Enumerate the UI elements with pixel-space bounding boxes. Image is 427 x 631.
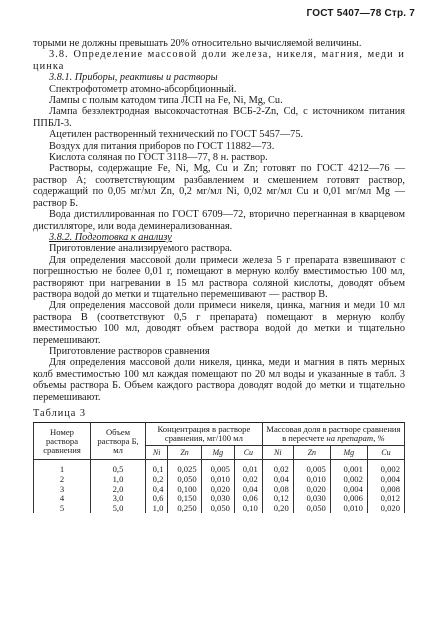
list-item: Ацетилен растворенный технический по ГОСТ 5457—75. [49, 129, 304, 141]
header-element: Zn [168, 446, 201, 460]
table-cell: 0,025 [168, 460, 201, 475]
table-cell: 0,250 [168, 504, 201, 514]
table-cell: 0,4 [146, 485, 168, 495]
header-number: Номер раствора сравнения [34, 423, 91, 460]
table-cell: 0,020 [201, 485, 234, 495]
table-title: Таблица 3 [33, 408, 87, 419]
table-cell: 0,150 [168, 494, 201, 504]
section-heading: 3.8. Определение массовой доли железа, никеля, магния, меди и цинка [33, 49, 405, 72]
table-cell: 0,020 [293, 485, 330, 495]
list-item: Воздух для питания приборов по ГОСТ 11882—73. [49, 140, 275, 152]
header-element: Mg [330, 446, 367, 460]
table-cell: 0,010 [293, 475, 330, 485]
header-mass-fraction-sub: на препарат, % [326, 433, 385, 444]
table-cell: 0,08 [262, 485, 293, 495]
table-cell: 0,04 [262, 475, 293, 485]
paragraph: Для определения массовой доли примеси никеля, цинка, магния и меди 10 мл раствора В (соответствуют 0,5 г препарата) помещают в мерную колбу вместимостью 100 мл, доводят объем раствора водой до метки и тщательно перемешивают. [33, 300, 405, 346]
table-cell: 0,050 [293, 504, 330, 514]
table-cell: 0,002 [330, 475, 367, 485]
table-cell: 0,010 [201, 475, 234, 485]
table-row [34, 460, 405, 475]
table-cell: 0,02 [262, 460, 293, 475]
paragraph: Для определения массовой доли примеси железа 5 г препарата взвешивают с погрешностью не более 0,01 г, помещают в мерную колбу вместимостью 100 мл, растворяют при нагревании в 15 мл раствора соляной кислоты, доводят объем раствора водой до метки и тщательно перемешивают — раствор В. [33, 254, 405, 300]
table-cell: 1,0 [146, 504, 168, 514]
table-cell: 5,0 [91, 504, 146, 514]
table-cell: 0,002 [367, 460, 404, 475]
table-cell: 0,012 [367, 494, 404, 504]
table-cell: 3 [34, 485, 91, 495]
list-item: Спектрофотометр атомно-абсорбционный. [49, 83, 237, 95]
list-item: Лампа безэлектродная высокочастотная ВСБ-2-Zn, Cd, с источником питания ППБЛ-3. [33, 106, 405, 129]
table-cell: 0,005 [293, 460, 330, 475]
table-cell: 5 [34, 504, 91, 514]
header-element: Cu [367, 446, 404, 460]
table-cell: 0,2 [146, 475, 168, 485]
table-cell: 0,12 [262, 494, 293, 504]
table-cell: 2,0 [91, 485, 146, 495]
table-cell: 1,0 [91, 475, 146, 485]
table-cell: 0,005 [201, 460, 234, 475]
table-cell: 1 [34, 460, 91, 475]
table-body [34, 460, 405, 513]
table-cell: 0,050 [168, 475, 201, 485]
table-cell: 0,030 [293, 494, 330, 504]
table-cell: 3,0 [91, 494, 146, 504]
paragraph: торыми не должны превышать 20% относительно вычисляемой величины. [33, 38, 362, 49]
header-element: Zn [293, 446, 330, 460]
table-cell: 0,6 [146, 494, 168, 504]
table-cell: 0,06 [234, 494, 262, 504]
table-cell: 0,10 [234, 504, 262, 514]
subsection-heading: 3.8.1. Приборы, реактивы и растворы [49, 72, 218, 84]
table-cell: 0,010 [330, 504, 367, 514]
paragraph: Для определения массовой доли никеля, цинка, меди и магния в пять мерных колб вместимостью 100 мл каждая помещают по 20 мл воды и указанные в табл. 3 объемы раствора Б. Объем каждого раствора доводят водой до метки и тщательно перемешивают. [33, 357, 405, 403]
table-cell: 0,1 [146, 460, 168, 475]
table-cell: 0,004 [367, 475, 404, 485]
header-volume: Объем раствора Б, мл [91, 423, 146, 460]
table-row [34, 504, 405, 514]
header-concentration: Концентрация в растворе сравнения, мг/100 мл [146, 423, 263, 446]
table-cell: 0,5 [91, 460, 146, 475]
header-mass-fraction-main: Массовая доля в растворе сравнения в пересчете [266, 424, 401, 444]
paragraph: Приготовление растворов сравнения [49, 345, 210, 357]
list-item: Вода дистиллированная по ГОСТ 6709—72, вторично перегнанная в кварцевом дистилляторе, или вода деминерализованная. [33, 209, 405, 232]
paragraph: Приготовление анализируемого раствора. [49, 243, 233, 255]
list-item: Лампы с полым катодом типа ЛСП на Fe, Ni, Mg, Cu. [49, 95, 283, 107]
reference-solutions-table [33, 422, 405, 513]
table-cell: 0,004 [330, 485, 367, 495]
table-cell: 0,04 [234, 485, 262, 495]
table-cell: 0,01 [234, 460, 262, 475]
table-cell: 2 [34, 475, 91, 485]
table-cell: 0,006 [330, 494, 367, 504]
table-cell: 0,008 [367, 485, 404, 495]
table-cell: 0,030 [201, 494, 234, 504]
table-cell: 0,050 [201, 504, 234, 514]
subsection-heading: 3.8.2. Подготовка к анализу [49, 231, 172, 243]
document-body [33, 38, 405, 513]
header-element: Mg [201, 446, 234, 460]
table-cell: 0,001 [330, 460, 367, 475]
table-cell: 0,020 [367, 504, 404, 514]
header-element: Ni [262, 446, 293, 460]
table-cell: 0,100 [168, 485, 201, 495]
header-element: Cu [234, 446, 262, 460]
table-cell: 4 [34, 494, 91, 504]
list-item: Кислота соляная по ГОСТ 3118—77, 8 н. раствор. [49, 152, 268, 164]
page-header: ГОСТ 5407—78 Стр. 7 [306, 8, 415, 19]
table-cell: 0,20 [262, 504, 293, 514]
table-cell: 0,02 [234, 475, 262, 485]
header-element: Ni [146, 446, 168, 460]
header-mass-fraction [262, 423, 404, 446]
list-item: Растворы, содержащие Fe, Ni, Mg, Cu и Zn; готовят по ГОСТ 4212—76 — раствор А; соответствующим разбавлением и смешением готовят раствор, содержащий по 0,05 мг/мл Zn, 0,2 мг/мл Ni, 0,02 мг/мл Cu и 0,01 мг/мл Mg — раствор Б. [33, 163, 405, 209]
